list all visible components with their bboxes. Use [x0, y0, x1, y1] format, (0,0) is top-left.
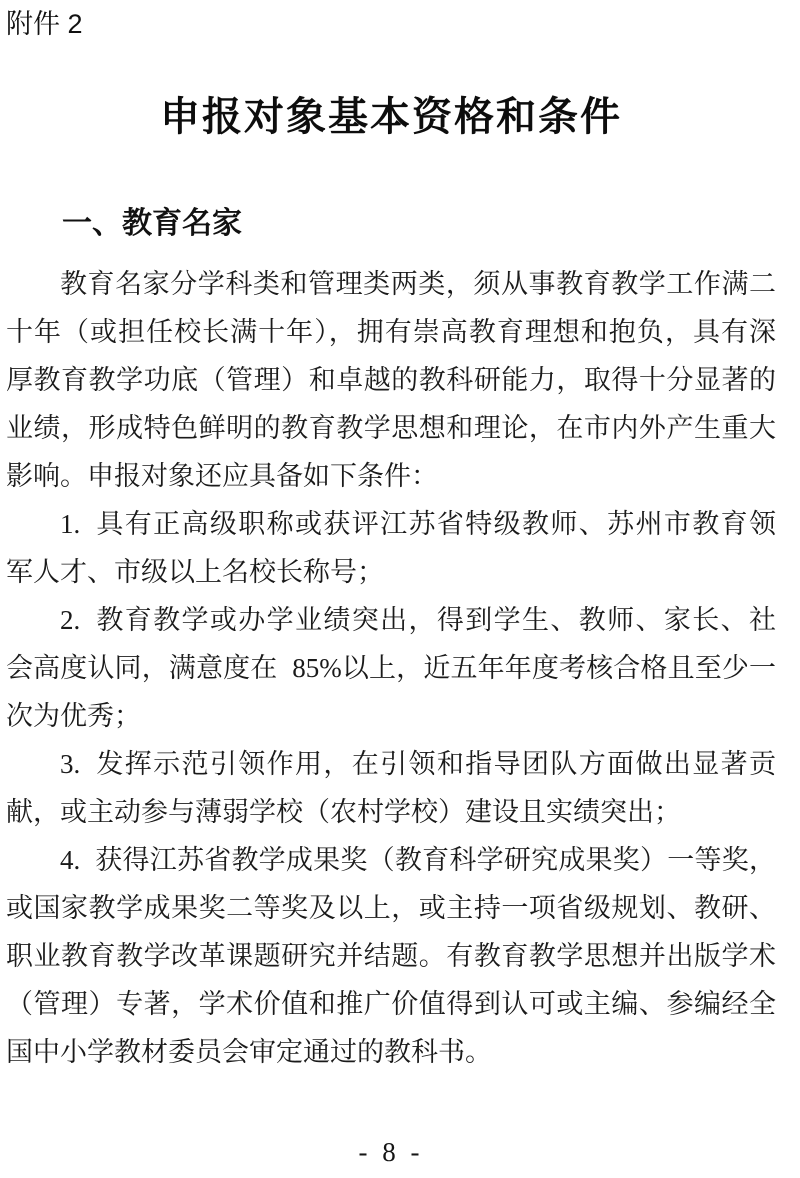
text-line: 业绩，形成特色鲜明的教育教学思想和理论，在市内外产生重大 [6, 413, 776, 443]
condition-item-4 [6, 836, 776, 1076]
document-body [6, 260, 776, 1076]
text-line: 1. 具有正高级职称或获评江苏省特级教师、苏州市教育领 [60, 509, 776, 539]
condition-item-2 [6, 596, 776, 740]
text-line: 国中小学教材委员会审定通过的教科书。 [6, 1037, 492, 1067]
document-title: 申报对象基本资格和条件 [160, 94, 622, 139]
text-line: 影响。申报对象还应具备如下条件： [6, 461, 438, 491]
attachment-label: 附件 2 [6, 9, 83, 39]
text-line: 十年（或担任校长满十年），拥有崇高教育理想和抱负，具有深 [6, 317, 776, 347]
text-line: 献，或主动参与薄弱学校（农村学校）建设且实绩突出； [6, 797, 681, 827]
text-line: 教育名家分学科类和管理类两类，须从事教育教学工作满二 [60, 269, 776, 299]
text-line: 厚教育教学功底（管理）和卓越的教科研能力，取得十分显著的 [6, 365, 776, 395]
text-line: 军人才、市级以上名校长称号； [6, 557, 384, 587]
section-heading: 一、教育名家 [62, 207, 242, 240]
condition-item-1 [6, 500, 776, 596]
text-line: 2. 教育教学或办学业绩突出，得到学生、教师、家长、社 [60, 605, 776, 635]
text-line: 职业教育教学改革课题研究并结题。有教育教学思想并出版学术 [6, 941, 776, 971]
text-line: 次为优秀； [6, 701, 141, 731]
text-line: （管理）专著，学术价值和推广价值得到认可或主编、参编经全 [6, 989, 776, 1019]
text-line: 或国家教学成果奖二等奖及以上，或主持一项省级规划、教研、 [6, 893, 776, 923]
page-number: - 8 - [358, 1137, 424, 1167]
intro-paragraph [6, 260, 776, 500]
text-line: 4. 获得江苏省教学成果奖（教育科学研究成果奖）一等奖， [60, 845, 776, 875]
text-line: 3. 发挥示范引领作用，在引领和指导团队方面做出显著贡 [60, 749, 776, 779]
condition-item-3 [6, 740, 776, 836]
text-line: 会高度认同，满意度在 85%以上，近五年年度考核合格且至少一 [6, 653, 776, 683]
